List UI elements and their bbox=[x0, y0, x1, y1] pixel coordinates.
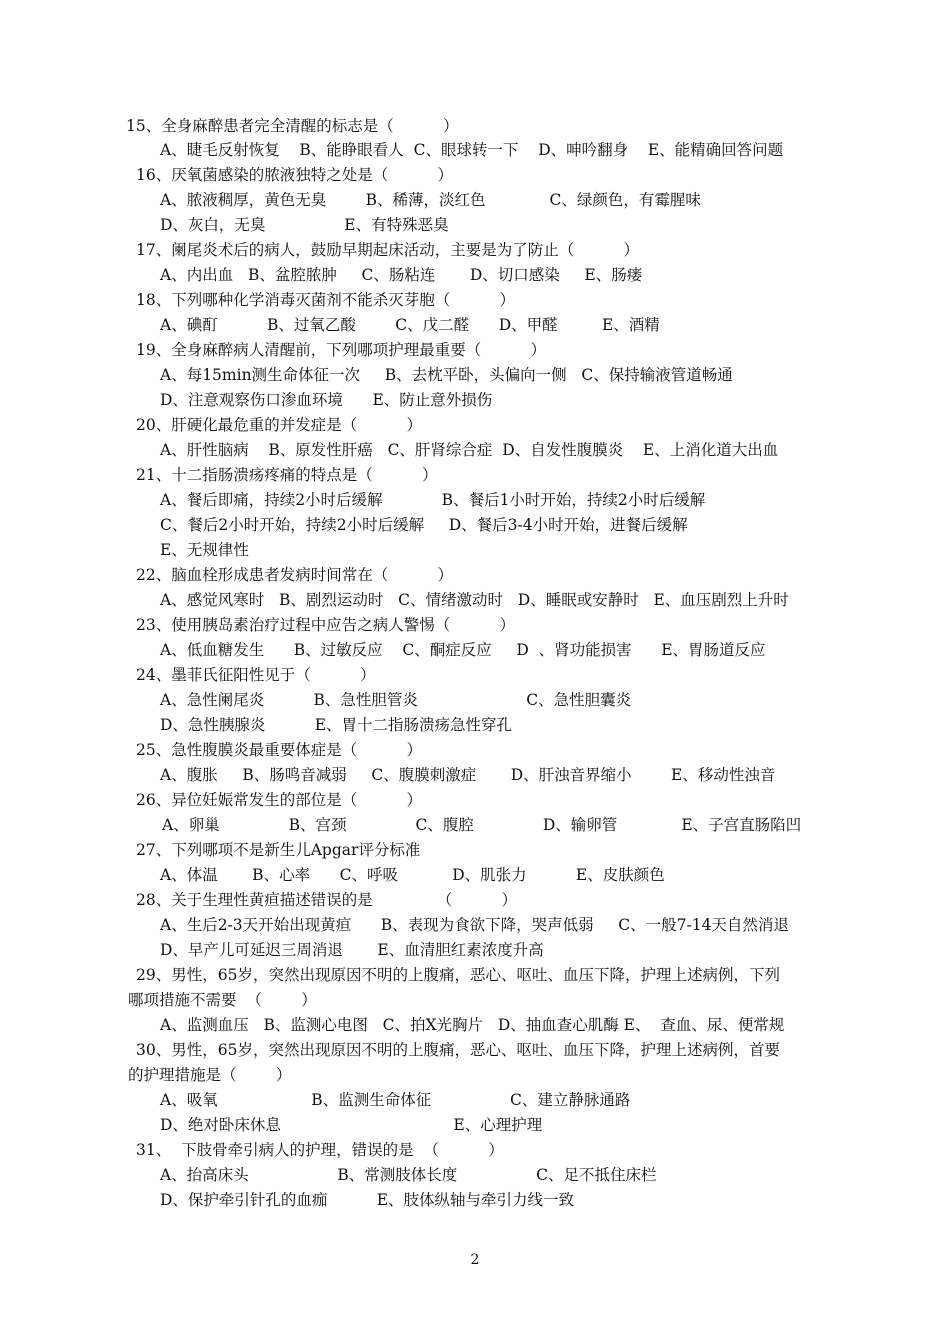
answer-options: A、体温 B、心率 C、呼吸 D、肌张力 E、皮肤颜色 bbox=[160, 866, 665, 884]
answer-options: D、急性胰腺炎 E、胃十二指肠溃疡急性穿孔 bbox=[160, 716, 513, 734]
answer-options: A、脓液稠厚，黄色无臭 B、稀薄，淡红色 C、绿颜色，有霉腥味 bbox=[160, 191, 701, 209]
question-text: 16、厌氧菌感染的脓液独特之处是（ ） bbox=[136, 166, 453, 184]
question-text: 21、十二指肠溃疡疼痛的特点是（ ） bbox=[136, 466, 438, 484]
answer-options: A、监测血压 B、监测心电图 C、拍X光胸片 D、抽血查心肌酶 E、 查血、尿、便常规 bbox=[160, 1016, 785, 1034]
answer-options: D、保护牵引针孔的血痂 E、肢体纵轴与牵引力线一致 bbox=[160, 1191, 575, 1209]
answer-options: D、早产儿可延迟三周消退 E、血清胆红素浓度升高 bbox=[160, 941, 544, 959]
question-text: 23、使用胰岛素治疗过程中应告之病人警惕（ ） bbox=[136, 616, 515, 634]
answer-options: A、卵巢 B、宫颈 C、腹腔 D、输卵管 E、子宫直肠陷凹 bbox=[162, 816, 802, 834]
answer-options: A、生后2-3天开始出现黄疸 B、表现为食欲下降，哭声低弱 C、一般7-14天自然消退 bbox=[160, 916, 789, 934]
answer-options: A、低血糖发生 B、过敏反应 C、酮症反应 D 、肾功能损害 E、胃肠道反应 bbox=[160, 641, 766, 659]
question-text: 18、下列哪种化学消毒灭菌剂不能杀灭芽胞（ ） bbox=[136, 291, 515, 309]
question-text: 26、异位妊娠常发生的部位是（ ） bbox=[136, 791, 422, 809]
answer-options: A、睫毛反射恢复 B、能睁眼看人 C、眼球转一下 D、呻吟翻身 E、能精确回答问题 bbox=[160, 141, 784, 159]
answer-options: A、抬高床头 B、常测肢体长度 C、足不抵住床栏 bbox=[160, 1166, 657, 1184]
question-text: 17、阑尾炎术后的病人，鼓励早期起床活动，主要是为了防止（ ） bbox=[136, 241, 639, 259]
question-text: 15、全身麻醉患者完全清醒的标志是（ ） bbox=[126, 117, 459, 135]
answer-options: A、腹胀 B、肠鸣音减弱 C、腹膜刺激症 D、肝浊音界缩小 E、移动性浊音 bbox=[160, 766, 776, 784]
answer-options: D、灰白，无臭 E、有特殊恶臭 bbox=[160, 216, 449, 234]
question-text: 24、墨菲氏征阳性见于（ ） bbox=[136, 666, 376, 684]
answer-options: A、内出血 B、盆腔脓肿 C、肠粘连 D、切口感染 E、肠瘘 bbox=[160, 266, 643, 284]
question-text: 29、男性，65岁，突然出现原因不明的上腹痛，恶心、呕吐、血压下降，护理上述病例，下列 bbox=[136, 966, 780, 984]
question-text: 25、急性腹膜炎最重要体症是（ ） bbox=[136, 741, 422, 759]
answer-options: E、无规律性 bbox=[160, 541, 249, 559]
answer-options: 的护理措施是（ ） bbox=[128, 1066, 292, 1084]
answer-options: 哪项措施不需要 （ ） bbox=[128, 991, 317, 1009]
page-number: 2 bbox=[470, 1252, 480, 1268]
answer-options: A、餐后即痛，持续2小时后缓解 B、餐后1小时开始，持续2小时后缓解 bbox=[160, 491, 706, 509]
answer-options: A、碘酊 B、过氧乙酸 C、戊二醛 D、甲醛 E、酒精 bbox=[160, 316, 660, 334]
question-text: 19、全身麻醉病人清醒前，下列哪项护理最重要（ ） bbox=[136, 341, 546, 359]
question-text: 22、脑血栓形成患者发病时间常在（ ） bbox=[136, 566, 453, 584]
answer-options: A、吸氧 B、监测生命体征 C、建立静脉通路 bbox=[160, 1091, 631, 1109]
answer-options: D、绝对卧床休息 E、心理护理 bbox=[160, 1116, 543, 1134]
answer-options: A、急性阑尾炎 B、急性胆管炎 C、急性胆囊炎 bbox=[160, 691, 632, 709]
question-text: 27、下列哪项不是新生儿Apgar评分标准 bbox=[136, 841, 421, 859]
answer-options: D、注意观察伤口渗血环境 E、防止意外损伤 bbox=[160, 391, 493, 409]
question-text: 31、 下肢骨牵引病人的护理，错误的是 （ ） bbox=[136, 1141, 504, 1159]
question-text: 28、关于生理性黄疸描述错误的是 （ ） bbox=[136, 891, 518, 909]
answer-options: C、餐后2小时开始，持续2小时后缓解 D、餐后3-4小时开始，进餐后缓解 bbox=[160, 516, 688, 534]
question-text: 20、肝硬化最危重的并发症是（ ） bbox=[136, 416, 422, 434]
answer-options: A、感觉风寒时 B、剧烈运动时 C、情绪激动时 D、睡眠或安静时 E、血压剧烈上升时 bbox=[160, 591, 789, 609]
answer-options: A、肝性脑病 B、原发性肝癌 C、肝肾综合症 D、自发性腹膜炎 E、上消化道大出血 bbox=[160, 441, 779, 459]
answer-options: A、每15min测生命体征一次 B、去枕平卧，头偏向一侧 C、保持输液管道畅通 bbox=[160, 366, 733, 384]
question-text: 30、男性，65岁，突然出现原因不明的上腹痛，恶心、呕吐、血压下降，护理上述病例，首要 bbox=[136, 1041, 780, 1059]
